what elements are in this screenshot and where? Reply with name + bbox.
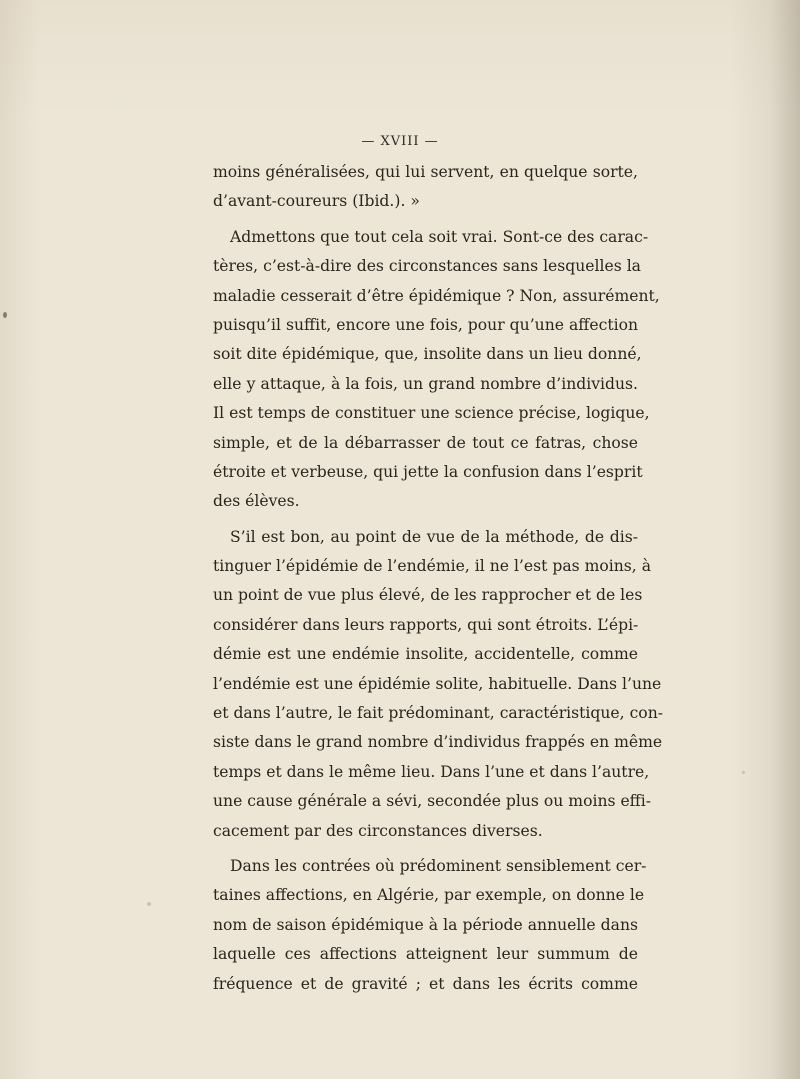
- paper-spot: [742, 771, 745, 774]
- text-line: considérer dans leurs rapports, qui sont étroits. L’épi-: [213, 615, 639, 634]
- text-line: moins généralisées, qui lui servent, en quelque sorte,: [213, 163, 638, 181]
- body-text: [213, 158, 664, 999]
- page-number: — XVIII —: [361, 134, 439, 149]
- paper-spot: [3, 312, 7, 318]
- text-line: S’il est bon, au point de vue de la méthode, de dis-: [230, 527, 638, 546]
- text-line: tères, c’est-à-dire des circonstances sans lesquelles la: [213, 257, 641, 276]
- paper-spot: [147, 902, 151, 906]
- text-line: tinguer l’épidémie de l’endémie, il ne l’est pas moins, à: [213, 557, 651, 576]
- text-line: Dans les contrées où prédominent sensiblement cer-: [230, 856, 647, 875]
- text-line: temps et dans le même lieu. Dans l’une et dans l’autre,: [213, 762, 650, 781]
- text-line: taines affections, en Algérie, par exemple, on donne le: [213, 886, 645, 905]
- text-line: fréquence et de gravité ; et dans les écrits comme: [213, 974, 638, 993]
- text-line: et dans l’autre, le fait prédominant, caractéristique, con-: [213, 704, 664, 723]
- text-line: laquelle ces affections atteignent leur summum de: [213, 945, 638, 964]
- text-line: Il est temps de constituer une science précise, logique,: [213, 404, 650, 423]
- text-line: soit dite épidémique, que, insolite dans un lieu donné,: [213, 345, 642, 364]
- text-line: nom de saison épidémique à la période annuelle dans: [213, 915, 638, 934]
- text-line: un point de vue plus élevé, de les rapprocher et de les: [213, 586, 643, 605]
- text-line: des élèves.: [213, 492, 300, 511]
- text-line: cacement par des circonstances diverses.: [213, 821, 543, 840]
- text-line: siste dans le grand nombre d’individus frappés en même: [213, 733, 663, 752]
- text-line: une cause générale a sévi, secondée plus ou moins effi-: [213, 792, 652, 811]
- text-line: étroite et verbeuse, qui jette la confusion dans l’esprit: [213, 462, 643, 481]
- text-line: puisqu’il suffit, encore une fois, pour qu’une affection: [213, 315, 638, 334]
- text-line: elle y attaque, à la fois, un grand nombre d’individus.: [213, 374, 638, 393]
- text-line: l’endémie est une épidémie solite, habituelle. Dans l’une: [213, 674, 662, 693]
- text-line: démie est une endémie insolite, accidentelle, comme: [213, 645, 638, 664]
- text-line: Admettons que tout cela soit vrai. Sont-ce des carac-: [230, 227, 649, 246]
- text-line: simple, et de la débarrasser de tout ce fatras, chose: [213, 433, 638, 452]
- text-line: maladie cesserait d’être épidémique ? Non, assurément,: [213, 286, 660, 305]
- text-line: d’avant-coureurs (Ibid.). »: [213, 192, 420, 211]
